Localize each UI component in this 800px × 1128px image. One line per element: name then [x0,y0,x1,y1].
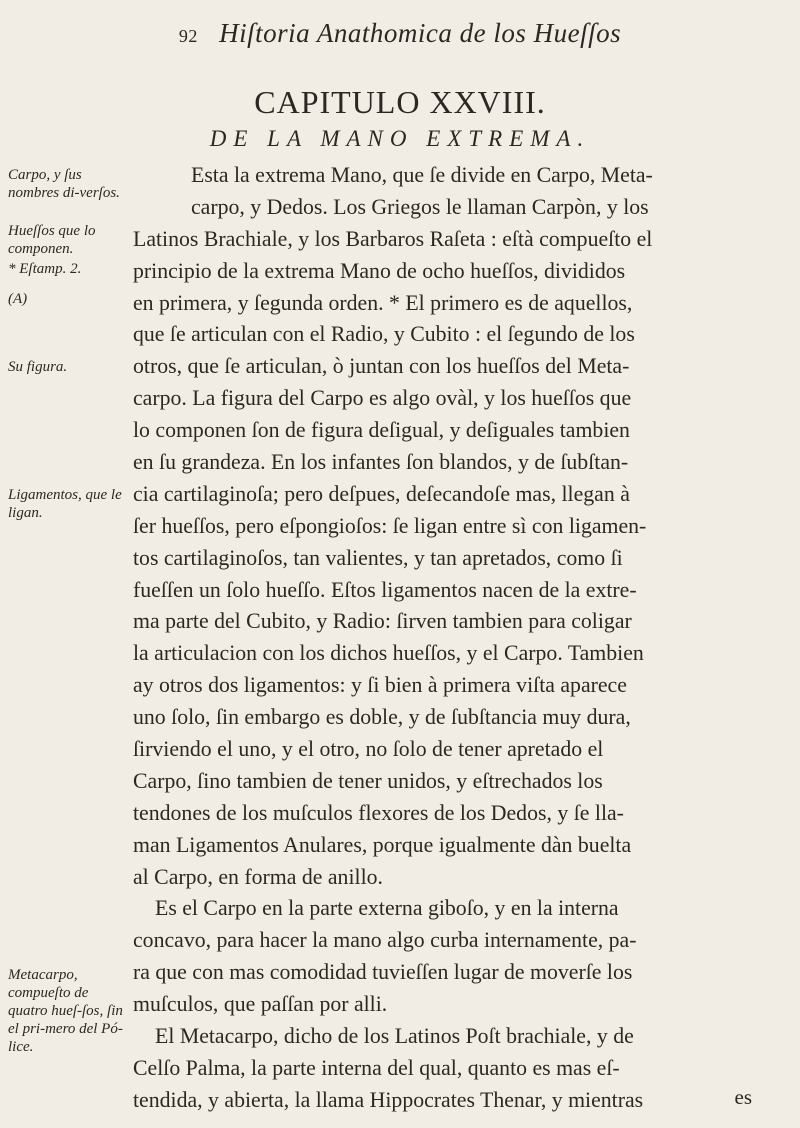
running-title: Hiſtoria Anathomica de los Hueſſos [219,18,622,48]
body-line: ay otros dos ligamentos: y ſi bien à primera viſta aparece [133,673,627,698]
body-line: ſirviendo el uno, y el otro, no ſolo de tener apretado el [133,737,604,762]
body-line: muſculos, que paſſan por alli. [133,992,388,1017]
body-line: carpo. La figura del Carpo es algo ovàl, y los hueſſos que [133,386,632,411]
body-line: uno ſolo, ſin embargo es doble, y de ſubſtancia muy dura, [133,705,631,730]
body-line: man Ligamentos Anulares, porque igualmente dàn buelta [133,832,632,857]
margin-note-estampa: * Eſtamp. 2. [8,261,82,277]
body-line: otros, que ſe articulan, ò juntan con los hueſſos del Meta- [133,354,630,379]
body-line: carpo, y Dedos. Los Griegos le llaman Carpòn, y los [191,194,649,219]
margin-note-figura: Su figura. [8,359,68,375]
body-line: lo componen ſon de figura deſigual, y deſiguales tambien [133,418,630,443]
body-line: ra que con mas comodidad tuvieſſen lugar de moverſe los [133,960,633,985]
body-line: cia cartilaginoſa; pero deſpues, deſecandoſe mas, llegan à [133,481,630,506]
running-head [0,18,800,49]
body-line: tos cartilaginoſos, tan valientes, y tan apretados, como ſi [133,545,623,570]
catchword: es [734,1085,752,1109]
margin-note-carpo: Carpo, y ſus nombres di-verſos. [8,167,120,201]
body-line: en ſu grandeza. En los infantes ſon blandos, y de ſubſtan- [133,450,629,475]
chapter-subtitle: DE LA MANO EXTREMA. [209,126,591,151]
body-line: Latinos Brachiale, y los Barbaros Raſeta : eſtà compueſto el [133,226,653,251]
body-line: ma parte del Cubito, y Radio: ſirven tambien para coligar [133,609,632,634]
body-line: al Carpo, en forma de anillo. [133,864,383,889]
body-line: Celſo Palma, la parte interna del qual, quanto es mas eſ- [133,1055,620,1080]
body-line: que ſe articulan con el Radio, y Cubito : el ſegundo de los [133,322,635,347]
margin-note-letter: (A) [8,291,28,307]
body-line: concavo, para hacer la mano algo curba internamente, pa- [133,928,637,953]
body-line: Carpo, ſino tambien de tener unidos, y eſtrechados los [133,768,603,793]
body-line: fueſſen un ſolo hueſſo. Eſtos ligamentos nacen de la extre- [133,577,637,602]
body-line: Esta la extrema Mano, que ſe divide en Carpo, Meta- [191,163,653,187]
body-line: ſer hueſſos, pero eſpongioſos: ſe ligan entre sì con ligamen- [133,513,647,538]
margin-note-metacarpo: Metacarpo, compueſto de quatro hueſ-ſos, ſin el pri-mero del Pó-lice. [8,967,123,1055]
chapter-title: CAPITULO XXVIII. [254,84,546,120]
body-line: la articulacion con los dichos hueſſos, y el Carpo. Tambien [133,641,644,666]
body-text [133,160,793,1117]
margin-note-ligamentos: Ligamentos, que le ligan. [8,487,122,521]
margin-note-huesos: Hueſſos que lo componen. [8,223,96,257]
body-line: tendones de los muſculos flexores de los Dedos, y ſe lla- [133,800,624,825]
body-line: El Metacarpo, dicho de los Latinos Poſt brachiale, y de [155,1024,634,1049]
body-line: en primera, y ſegunda orden. * El primero es de aquellos, [133,290,633,315]
body-line: Es el Carpo en la parte externa giboſo, y en la interna [155,896,619,921]
page-number: 92 [178,26,198,46]
body-line: tendida, y abierta, la llama Hippocrates Thenar, y mientras [133,1087,644,1112]
body-line: principio de la extrema Mano de ocho hueſſos, divididos [133,258,626,283]
